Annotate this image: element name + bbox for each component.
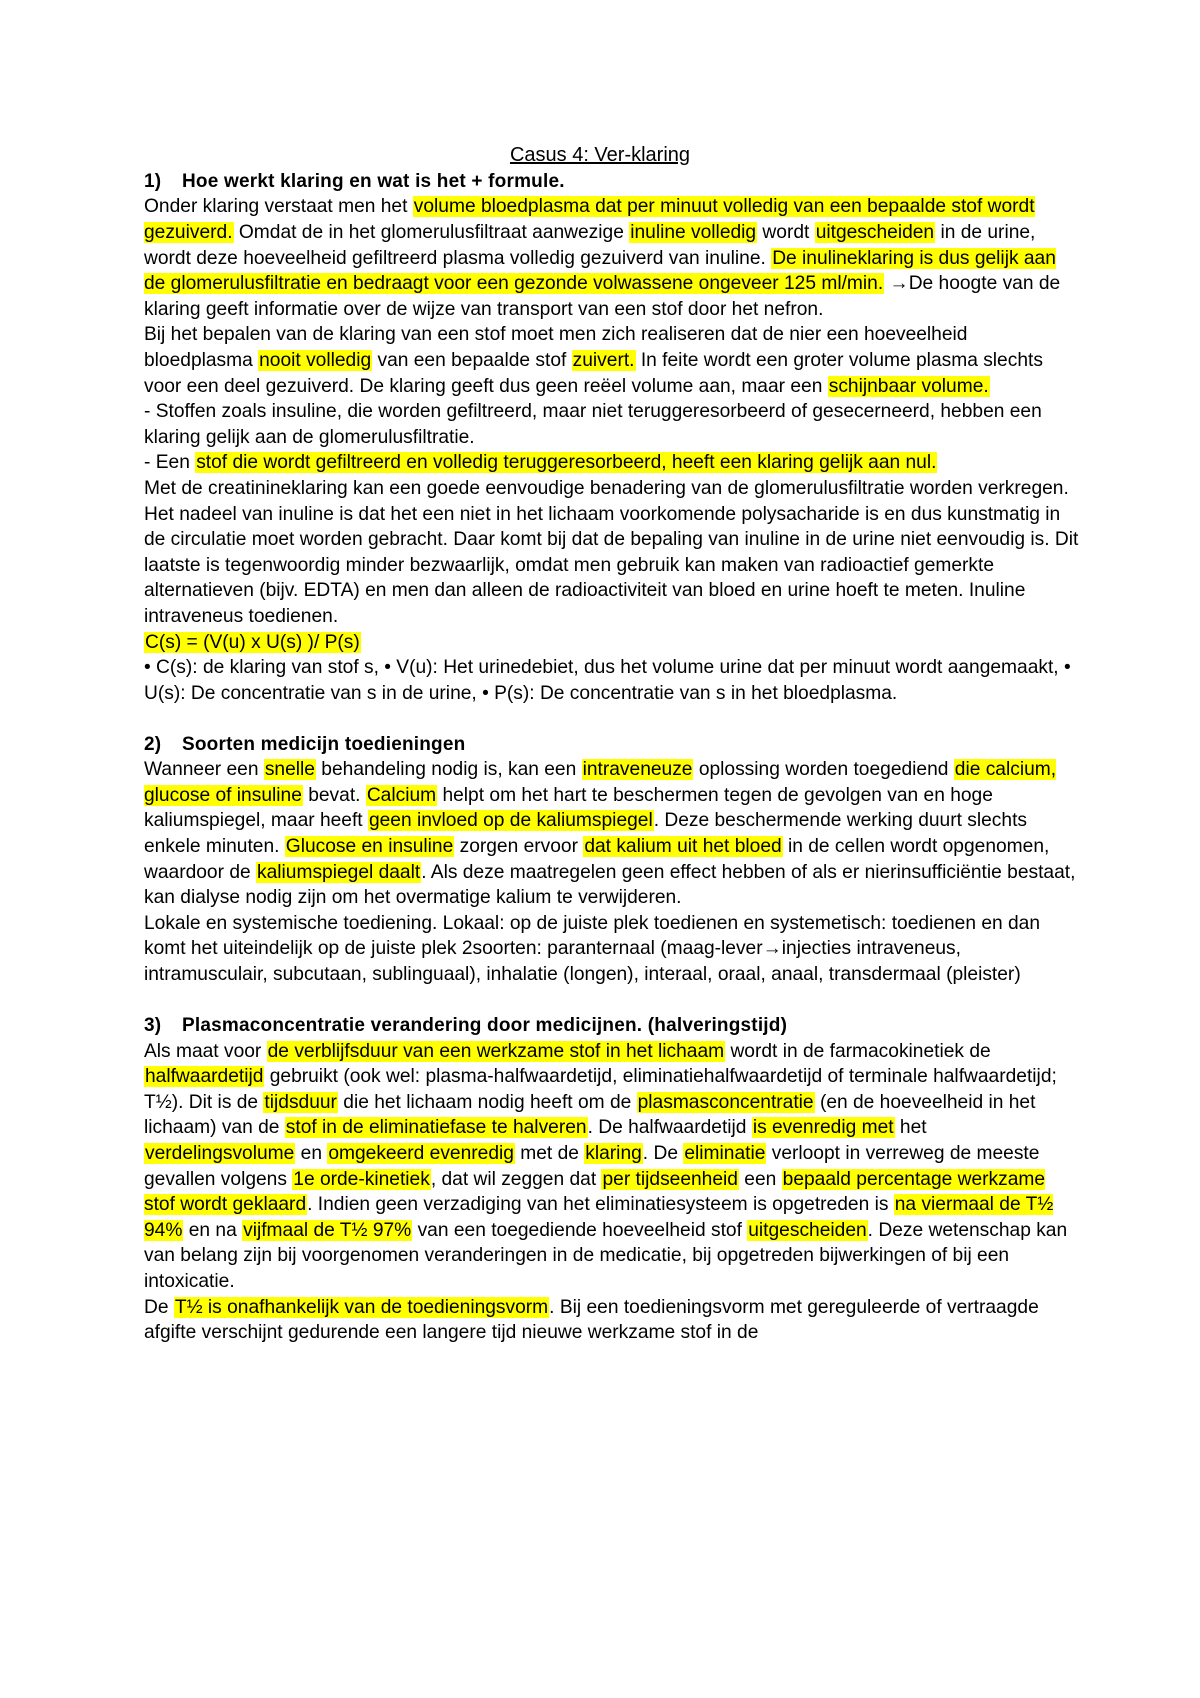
highlighted-text: vijfmaal de T½ 97% xyxy=(243,1219,412,1241)
text-run: van een bepaalde stof xyxy=(372,349,572,371)
highlighted-text: volume bloedplasma dat per minuut volledig van een bepaalde stof wordt gezuiverd. xyxy=(144,196,1035,243)
highlighted-text: halfwaardetijd xyxy=(145,1066,264,1088)
highlighted-text: C(s) = (V(u) x U(s) )/ P(s) xyxy=(145,631,360,653)
text-run: . Als deze maatregelen geen effect hebben of als er nierinsufficiëntie bestaat, kan dialyse nodig zijn om het overmatige kalium te verwijderen. xyxy=(144,861,1076,909)
text-run: Omdat de in het glomerulusfiltraat aanwezige xyxy=(233,222,630,243)
text-run: die het lichaam nodig heeft om de xyxy=(337,1091,637,1113)
text-run: gebruikt (ook wel: plasma-halfwaardetijd, eliminatiehalfwaardetijd of terminale halfwaardetijd; T½). Dit is de xyxy=(144,1066,1057,1113)
text-run: helpt om het hart te beschermen tegen de gevolgen van en hoge kaliumspiegel, maar heeft xyxy=(144,784,993,832)
section-gap xyxy=(144,988,1080,1014)
text-run: Onder klaring verstaat men het xyxy=(144,196,413,218)
paragraph xyxy=(144,630,1080,656)
highlighted-text: intraveneuze xyxy=(582,759,693,781)
text-run: Als maat voor xyxy=(144,1040,267,1062)
section-heading-2 xyxy=(144,732,1080,757)
highlighted-text: eliminatie xyxy=(684,1143,766,1164)
highlighted-text: stof die wordt gefiltreerd en volledig teruggeresorbeerd, heeft een klaring gelijk aan nul. xyxy=(196,452,937,474)
highlighted-text: bepaald percentage werkzame stof wordt geklaard xyxy=(144,1168,1046,1216)
highlighted-text: tijdsduur xyxy=(264,1091,337,1113)
text-run: het xyxy=(894,1117,927,1139)
highlighted-text: uitgescheiden xyxy=(815,222,935,243)
highlighted-text: is evenredig met xyxy=(752,1117,894,1139)
highlighted-text: Glucose en insuline xyxy=(285,836,454,858)
text-run: Het nadeel van inuline is dat het een niet in het lichaam voorkomende polysacharide is en dus kunstmatig in de circulatie moet worden gebracht. Daar komt bij dat de bepaling van inuline in de urine niet eenvoudig is. Dit laatste is tegenwoordig minder bezwaarlijk, omdat men gebruik kan maken van radioactief gemerkte alternatieven (bijv. EDTA) en men dan alleen de radioactiviteit van bloed en urine hoeft te meten. Inuline intraveneus toedienen. xyxy=(144,503,1079,627)
text-run: . Deze wetenschap kan van belang zijn bij voorgenomen veranderingen in de medicatie, bij opgetreden bijwerkingen of bij een intoxicatie. xyxy=(144,1219,1068,1292)
highlighted-text: snelle xyxy=(264,759,315,781)
text-run: bevat. xyxy=(302,784,366,806)
text-run: van een toegediende hoeveelheid stof xyxy=(412,1219,748,1241)
section-heading-1 xyxy=(144,169,1080,194)
section-number: 3) xyxy=(144,1015,162,1037)
document-body xyxy=(144,169,1080,1346)
highlighted-text: zuivert. xyxy=(572,349,635,371)
section-gap xyxy=(144,706,1080,732)
text-run: . Deze beschermende werking duurt slechts enkele minuten. xyxy=(144,810,1027,858)
text-run: Bij het bepalen van de klaring van een stof moet men zich realiseren dat de nier een hoeveelheid bloedplasma xyxy=(144,324,968,371)
text-run: . Bij een toedieningsvorm met gereguleerde of vertraagde afgifte verschijnt gedurende een langere tijd nieuwe werkzame stof in de xyxy=(144,1296,1039,1344)
text-run: en xyxy=(295,1143,328,1164)
paragraph xyxy=(144,476,1080,502)
text-run: wordt xyxy=(757,222,815,243)
text-run: • C(s): de klaring van stof s, • V(u): Het urinedebiet, dus het volume urine dat per minuut wordt aangemaakt, • U(s): De concentratie van s in de urine, • P(s): De concentratie van s in het bloedplasma. xyxy=(144,657,1071,704)
paragraph xyxy=(144,450,1080,476)
text-run: in de urine, wordt deze hoeveelheid gefiltreerd plasma volledig gezuiverd van inuline. xyxy=(144,222,1036,269)
text-run: zorgen ervoor xyxy=(454,836,584,858)
paragraph xyxy=(144,399,1080,450)
text-run: . De halfwaardetijd xyxy=(587,1117,752,1139)
highlighted-text: plasmasconcentratie xyxy=(637,1091,814,1113)
paragraph xyxy=(144,322,1080,399)
highlighted-text: omgekeerd evenredig xyxy=(328,1143,514,1164)
text-run: In feite wordt een groter volume plasma slechts voor een deel gezuiverd. De klaring geeft dus geen reëel volume aan, maar een xyxy=(144,349,1043,397)
highlighted-text: per tijdseenheid xyxy=(602,1168,738,1190)
highlighted-text: de verblijfsduur van een werkzame stof in het lichaam xyxy=(267,1040,725,1062)
paragraph xyxy=(144,194,1080,322)
text-run: verloopt in verreweg de meeste gevallen volgens xyxy=(144,1143,1040,1190)
highlighted-text: verdelingsvolume xyxy=(145,1143,295,1164)
highlighted-text: inuline volledig xyxy=(630,222,757,243)
text-run: - Stoffen zoals insuline, die worden gefiltreerd, maar niet teruggeresorbeerd of gesecerneerd, hebben een klaring gelijk aan de glomerulusfiltratie. xyxy=(144,401,1042,448)
text-run: Met de creatinineklaring kan een goede eenvoudige benadering van de glomerulusfiltratie worden verkregen. xyxy=(144,477,1069,499)
text-run: . De xyxy=(642,1143,684,1164)
paragraph xyxy=(144,655,1080,706)
highlighted-text: schijnbaar volume. xyxy=(828,375,989,397)
text-run: , dat wil zeggen dat xyxy=(430,1168,602,1190)
highlighted-text: dat kalium uit het bloed xyxy=(584,836,782,858)
text-run: Wanneer een xyxy=(144,759,264,781)
highlighted-text: nooit volledig xyxy=(259,349,372,371)
highlighted-text: die calcium, glucose of insuline xyxy=(144,759,1057,806)
text-run: wordt in de farmacokinetiek de xyxy=(725,1040,991,1062)
highlighted-text: 1e orde-kinetiek xyxy=(293,1168,430,1190)
section-heading-3 xyxy=(144,1013,1080,1038)
highlighted-text: uitgescheiden xyxy=(748,1219,867,1241)
text-run: . Indien geen verzadiging van het eliminatiesysteem is opgetreden is xyxy=(307,1194,894,1216)
text-run: een xyxy=(738,1168,782,1190)
document-title: Casus 4: Ver-klaring xyxy=(509,144,691,166)
section-heading-text: Hoe werkt klaring en wat is het + formule. xyxy=(182,171,565,192)
text-run: oplossing worden toegediend xyxy=(693,759,954,781)
paragraph xyxy=(144,502,1080,630)
text-run: - Een xyxy=(144,452,196,474)
text-run: en na xyxy=(183,1219,243,1241)
text-run: behandeling nodig is, kan een xyxy=(315,759,582,781)
highlighted-text: De inulineklaring is dus gelijk aan de glomerulusfiltratie en bedraagt voor een gezonde volwassene ongeveer 125 ml/min. xyxy=(144,247,1056,295)
text-run: →De hoogte van de klaring geeft informatie over de wijze van transport van een stof door het nefron. xyxy=(144,273,1061,320)
highlighted-text: na viermaal de T½ 94% xyxy=(144,1194,1054,1241)
highlighted-text: T½ is onafhankelijk van de toedieningsvorm xyxy=(174,1296,549,1318)
highlighted-text: klaring xyxy=(585,1143,642,1164)
paragraph xyxy=(144,911,1080,988)
section-heading-text: Plasmaconcentratie verandering door medicijnen. (halveringstijd) xyxy=(182,1015,788,1037)
highlighted-text: kaliumspiegel daalt xyxy=(257,861,421,883)
section-heading-text: Soorten medicijn toedieningen xyxy=(182,733,466,755)
text-run: (en de hoeveelheid in het lichaam) van de xyxy=(144,1091,1036,1139)
paragraph xyxy=(144,1295,1080,1346)
paragraph xyxy=(144,1039,1080,1295)
text-run: in de cellen wordt opgenomen, waardoor de xyxy=(144,836,1050,883)
highlighted-text: geen invloed op de kaliumspiegel xyxy=(368,810,653,832)
section-number: 2) xyxy=(144,733,162,755)
section-number: 1) xyxy=(144,171,162,192)
text-run: met de xyxy=(514,1143,585,1164)
text-run: Lokale en systemische toediening. Lokaal: op de juiste plek toedienen en systemetisch: toedienen en dan komt het uiteindelijk op de juiste plek 2soorten: paranternaal (maag-lever→injecties intraveneus, intramusculair, subcutaan, sublinguaal), inhalatie (longen), interaal, oraal, anaal, transdermaal (pleister) xyxy=(144,912,1041,986)
highlighted-text: Calcium xyxy=(366,784,437,806)
highlighted-text: stof in de eliminatiefase te halveren xyxy=(285,1117,587,1139)
text-run: De xyxy=(144,1296,174,1318)
paragraph xyxy=(144,757,1080,911)
